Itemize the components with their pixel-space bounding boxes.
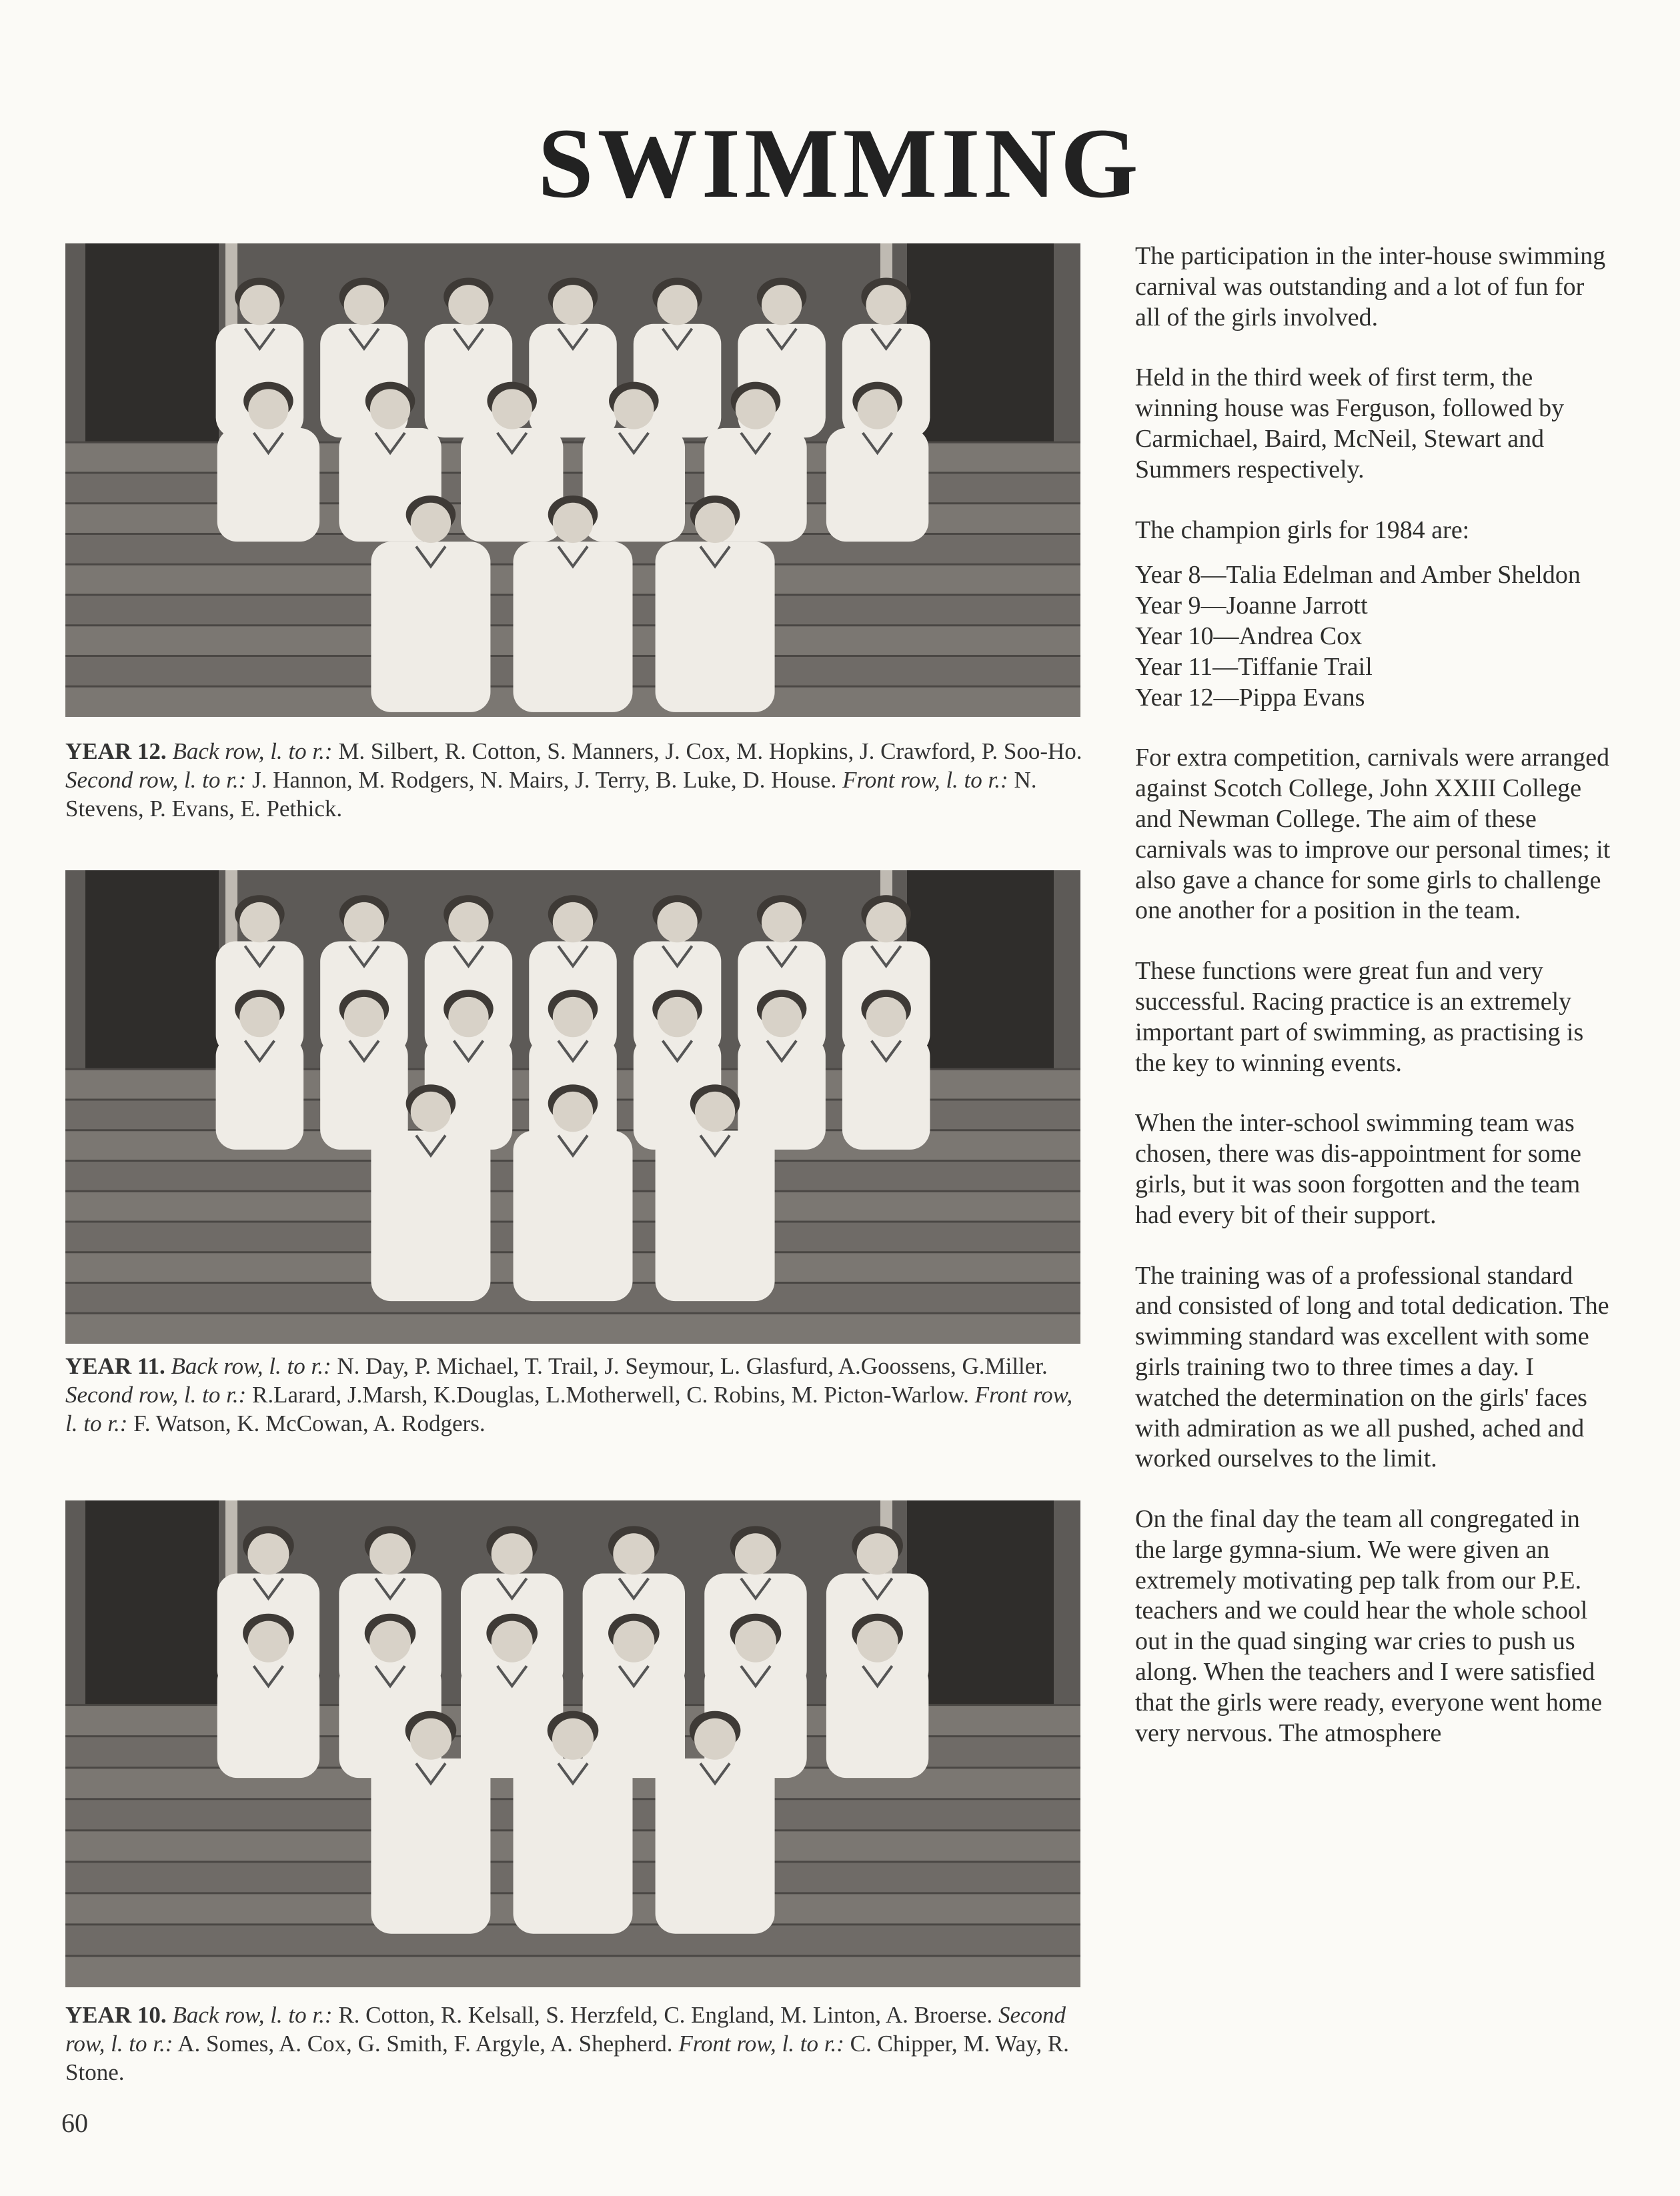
doorway [85, 243, 219, 457]
article-paragraph: The champion girls for 1984 are: [1135, 515, 1470, 544]
caption-front-row-names: F. Watson, K. McCowan, A. Rodgers. [133, 1410, 486, 1436]
article-paragraph: When the inter-school swimming team was chosen, there was dis-appointment for some girls, but it was soon forgotten and the team had every bit of their support. [1135, 1109, 1582, 1229]
person-body [461, 428, 563, 541]
person-body [217, 1661, 319, 1778]
person-body [583, 428, 685, 541]
caption-back-row-label: Back row, l. to r.: [172, 2002, 333, 2028]
champion-entry: Year 12—Pippa Evans [1135, 683, 1365, 712]
team-photo-image [65, 870, 1080, 1344]
person-face [866, 902, 906, 942]
caption-year-label: YEAR 10. [65, 2002, 167, 2028]
article-paragraph: On the final day the team all congregated in the large gymna-sium. We were given an extremely motivating pep talk from our P.E. teachers and we could hear the whole school out in the quad singing war cries to push us along. When the teachers and I were satisfied that the girls were ready, everyone went home very nervous. The atmosphere [1135, 1505, 1603, 1747]
person-face [657, 285, 697, 325]
person-face [762, 285, 802, 325]
person-face [411, 1092, 451, 1132]
photo-caption-year-10 [65, 2001, 1086, 2087]
caption-back-row-label: Back row, l. to r.: [172, 738, 333, 764]
article-paragraph: The training was of a professional standard and consisted of long and total dedication. The swimming standard was excellent with some girls training two to three times a day. I watched the determination on the girls' faces with admiration as we all pushed, ached and worked ourselves to the limit. [1135, 1261, 1609, 1473]
person-face [735, 1533, 776, 1574]
person-face [736, 389, 776, 429]
person-body [826, 1661, 928, 1778]
person-face [369, 1621, 411, 1663]
person-body [217, 428, 319, 541]
person-face [448, 997, 488, 1037]
caption-second-row-names: J. Hannon, M. Rodgers, N. Mairs, J. Terry, B. Luke, D. House. [251, 767, 837, 793]
caption-front-row-names: C. Chipper, M. Way, R. Stone. [65, 2031, 1069, 2085]
person-face [247, 1621, 289, 1663]
person-body [529, 324, 617, 437]
person-face [411, 503, 451, 543]
person-face [866, 997, 906, 1037]
article-paragraph: Held in the third week of first term, the winning house was Ferguson, followed by Carmichael, Baird, McNeil, Stewart and Summers respectively. [1135, 363, 1565, 483]
person-face [448, 285, 488, 325]
person-face [492, 389, 532, 429]
caption-second-row-label: Second row, l. to r.: [65, 1382, 247, 1408]
person-face [553, 503, 593, 543]
person-face [492, 1533, 533, 1574]
person-face [857, 1533, 898, 1574]
article-paragraph: The participation in the inter-house swimming carnival was outstanding and a lot of fun for all of the girls involved. [1135, 242, 1606, 331]
team-photo-image [65, 1500, 1080, 1987]
caption-back-row-label: Back row, l. to r.: [171, 1353, 331, 1379]
person-face [613, 1533, 654, 1574]
person-face [857, 1621, 898, 1663]
step [65, 1956, 1080, 1987]
person-face [553, 997, 593, 1037]
team-photo-year-12 [65, 243, 1080, 717]
person-body [216, 1036, 304, 1150]
person-face [369, 1533, 411, 1574]
person-face [344, 285, 384, 325]
article-paragraph: For extra competition, carnivals were arranged against Scotch College, John XXIII College and Newman College. The aim of these carnivals was to improve our personal times; it also gave a chance for some girls to challenge one another for a position in the team. [1135, 744, 1611, 925]
article-column [1135, 241, 1615, 1779]
team-photo-year-11 [65, 870, 1080, 1344]
champion-entry: Year 11—Tiffanie Trail [1135, 652, 1373, 681]
caption-front-row-label: Front row, l. to r.: [678, 2031, 844, 2057]
person-face [239, 997, 279, 1037]
caption-back-row-names: N. Day, P. Michael, T. Trail, J. Seymour, L. Glasfurd, A.Goossens, G.Miller. [337, 1353, 1048, 1379]
person-face [247, 1533, 289, 1574]
team-photo-image [65, 243, 1080, 717]
doorway [907, 1500, 1054, 1720]
caption-second-row-names: R.Larard, J.Marsh, K.Douglas, L.Motherwell, C. Robins, M. Picton-Warlow. [251, 1382, 969, 1408]
person-face [239, 902, 279, 942]
person-face [553, 285, 593, 325]
champion-entry: Year 8—Talia Edelman and Amber Sheldon [1135, 561, 1581, 590]
person-face [866, 285, 906, 325]
champions-list [1135, 560, 1615, 713]
doorway [85, 870, 219, 1084]
caption-year-label: YEAR 11. [65, 1353, 165, 1379]
caption-front-row-label: Front row, l. to r.: [65, 1382, 1073, 1436]
caption-front-row-names: N. Stevens, P. Evans, E. Pethick. [65, 767, 1037, 822]
person-face [857, 389, 897, 429]
caption-second-row-names: A. Somes, A. Cox, G. Smith, F. Argyle, A. Shepherd. [177, 2031, 673, 2057]
person-face [613, 1621, 654, 1663]
caption-second-row-label: Second row, l. to r.: [65, 2002, 1066, 2057]
person-face [614, 389, 654, 429]
person-face [552, 1719, 594, 1760]
caption-front-row-label: Front row, l. to r.: [842, 767, 1008, 793]
person-face [695, 503, 735, 543]
team-photo-year-10 [65, 1500, 1080, 1987]
page-title: SWIMMING [538, 108, 1142, 219]
step [65, 1313, 1080, 1344]
person-face [239, 285, 279, 325]
person-body [826, 428, 928, 541]
doorway [85, 1500, 219, 1720]
caption-year-label: YEAR 12. [65, 738, 167, 764]
person-face [248, 389, 288, 429]
person-face [553, 1092, 593, 1132]
person-face [492, 1621, 533, 1663]
champion-entry: Year 10—Andrea Cox [1135, 622, 1363, 650]
person-face [695, 1092, 735, 1132]
caption-back-row-names: R. Cotton, R. Kelsall, S. Herzfeld, C. England, M. Linton, A. Broerse. [338, 2002, 993, 2028]
photo-caption-year-11 [65, 1352, 1086, 1438]
person-face [448, 902, 488, 942]
person-face [344, 902, 384, 942]
person-face [762, 902, 802, 942]
article-paragraph: These functions were great fun and very successful. Racing practice is an extremely important part of swimming, as practising is the key to winning events. [1135, 957, 1584, 1077]
person-face [344, 997, 384, 1037]
person-body [842, 1036, 930, 1150]
person-face [735, 1621, 776, 1663]
caption-second-row-label: Second row, l. to r.: [65, 767, 247, 793]
champion-entry: Year 9—Joanne Jarrott [1135, 592, 1368, 620]
page-number: 60 [61, 2108, 88, 2138]
person-face [762, 997, 802, 1037]
person-face [694, 1719, 736, 1760]
person-face [553, 902, 593, 942]
person-face [657, 902, 697, 942]
photo-caption-year-12 [65, 737, 1086, 823]
caption-back-row-names: M. Silbert, R. Cotton, S. Manners, J. Cox, M. Hopkins, J. Crawford, P. Soo-Ho. [338, 738, 1082, 764]
person-face [410, 1719, 452, 1760]
person-face [370, 389, 410, 429]
person-face [657, 997, 697, 1037]
